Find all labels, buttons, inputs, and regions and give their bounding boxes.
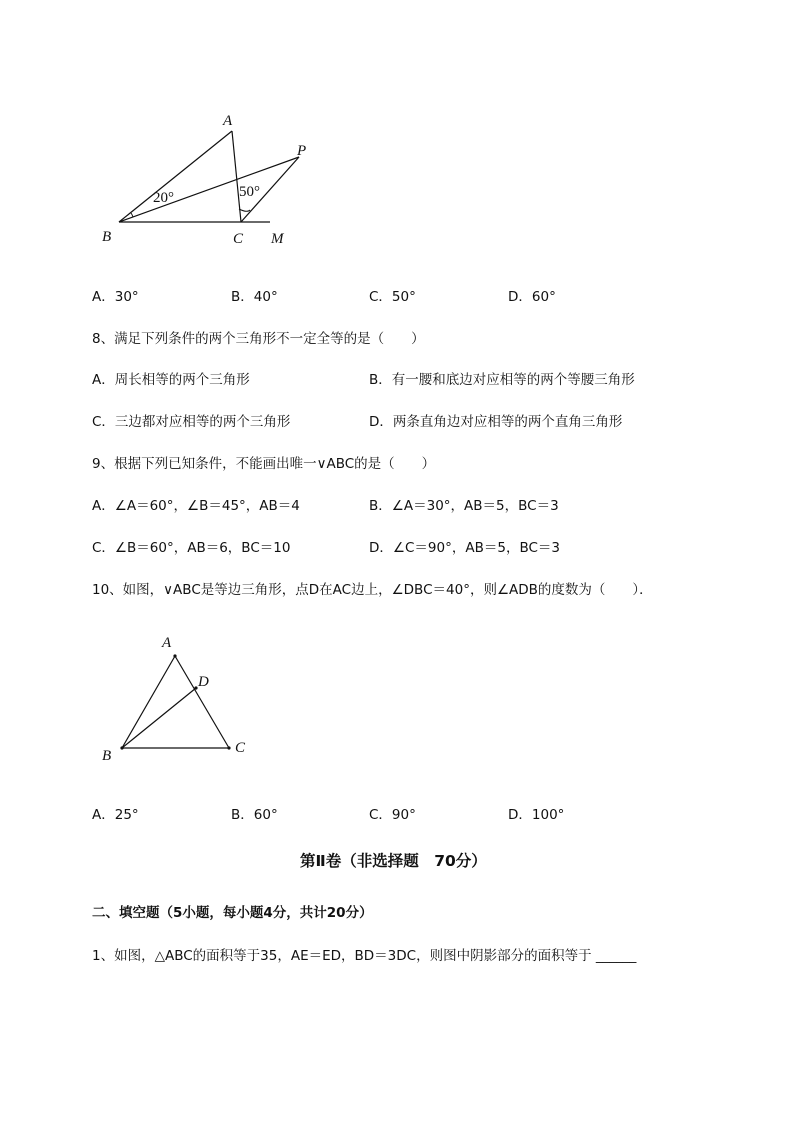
q9-option-a: A．∠A＝60°，∠B＝45°，AB＝4 (92, 498, 300, 514)
point-b (120, 746, 123, 749)
point-c (227, 746, 230, 749)
segment-ba (119, 131, 232, 222)
label-c: C (235, 740, 246, 756)
angle-c-arc (239, 209, 250, 211)
q10-option-b: B．60° (231, 807, 278, 823)
q10-option-a: A．25° (92, 807, 139, 823)
point-a (173, 654, 176, 657)
q10-option-d: D．100° (508, 807, 565, 823)
segment-ab (122, 656, 175, 748)
q10-stem: 10、如图，∨ABC是等边三角形，点D在AC边上，∠DBC＝40°，则∠ADB的度数为（ ）． (92, 582, 653, 598)
q8-option-d: D．两条直角边对应相等的两个直角三角形 (369, 414, 623, 430)
triangle-figure-2 (95, 628, 265, 768)
angle-b-label: 20° (153, 190, 174, 206)
q9-option-d: D．∠C＝90°，AB＝5，BC＝3 (369, 540, 560, 556)
segment-bd (122, 688, 196, 748)
segment-ac (232, 131, 241, 222)
angle-c-label: 50° (239, 184, 260, 200)
label-c: C (233, 231, 244, 247)
q7-option-b: B．40° (231, 289, 278, 305)
q7-option-d: D．60° (508, 289, 556, 305)
triangle-figure-1 (95, 105, 325, 255)
q9-option-c: C．∠B＝60°，AB＝6，BC＝10 (92, 540, 291, 556)
q8-stem: 8、满足下列条件的两个三角形不一定全等的是（ ） (92, 331, 425, 347)
segment-bp (119, 157, 299, 222)
q8-option-b: B．有一腰和底边对应相等的两个等腰三角形 (369, 372, 635, 388)
q10-option-c: C．90° (369, 807, 416, 823)
label-a: A (162, 635, 172, 651)
fill-q1-stem: 1、如图，△ABC的面积等于35，AE＝ED，BD＝3DC，则图中阴影部分的面积等于 ______ (92, 948, 637, 964)
angle-b-arc (131, 213, 133, 217)
label-a: A (223, 113, 233, 129)
fill-in-heading: 二、填空题（5小题，每小题4分，共计20分） (92, 905, 373, 921)
q7-option-a: A．30° (92, 289, 139, 305)
label-b: B (102, 748, 112, 764)
segment-ac (175, 656, 229, 748)
q8-option-a: A．周长相等的两个三角形 (92, 372, 250, 388)
q8-option-c: C．三边都对应相等的两个三角形 (92, 414, 291, 430)
q9-option-b: B．∠A＝30°，AB＝5，BC＝3 (369, 498, 559, 514)
q9-stem: 9、根据下列已知条件，不能画出唯一∨ABC的是（ ） (92, 456, 436, 472)
label-b: B (102, 229, 112, 245)
section-2-title: 第Ⅱ卷（非选择题 70分） (300, 852, 487, 870)
label-d: D (198, 674, 209, 690)
label-m: M (271, 231, 284, 247)
q7-option-c: C．50° (369, 289, 416, 305)
label-p: P (297, 143, 307, 159)
